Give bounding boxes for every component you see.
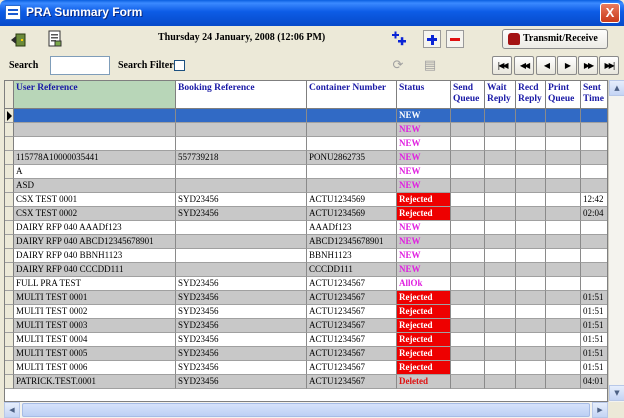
cell-booking-reference[interactable]: SYD23456 (176, 375, 307, 389)
column-header-status[interactable]: Status (397, 81, 451, 109)
column-header-wait-reply[interactable]: Wait Reply (485, 81, 516, 109)
cell-wait-reply[interactable] (485, 123, 516, 137)
cell-recd-reply[interactable] (516, 361, 546, 375)
cell-status[interactable]: NEW (397, 249, 451, 263)
cell-print-queue[interactable] (546, 235, 581, 249)
cell-send-queue[interactable] (451, 151, 485, 165)
add-button[interactable] (423, 30, 441, 48)
cell-user-reference[interactable]: 115778A10000035441 (14, 151, 176, 165)
add-multiple-button[interactable] (389, 29, 409, 49)
cell-container-number[interactable]: AAADf123 (307, 221, 397, 235)
cell-send-queue[interactable] (451, 235, 485, 249)
cell-booking-reference[interactable]: 557739218 (176, 151, 307, 165)
cell-status[interactable]: Rejected (397, 207, 451, 221)
cell-status[interactable]: Rejected (397, 291, 451, 305)
cell-send-queue[interactable] (451, 137, 485, 151)
cell-wait-reply[interactable] (485, 263, 516, 277)
cell-print-queue[interactable] (546, 137, 581, 151)
cell-send-queue[interactable] (451, 109, 485, 123)
table-row[interactable] (5, 151, 608, 165)
cell-send-queue[interactable] (451, 277, 485, 291)
row-indicator (5, 347, 14, 361)
cell-booking-reference[interactable]: SYD23456 (176, 305, 307, 319)
search-filter-checkbox[interactable] (174, 60, 185, 71)
cell-recd-reply[interactable] (516, 165, 546, 179)
print-icon[interactable]: ▤ (423, 58, 437, 73)
cell-recd-reply[interactable] (516, 151, 546, 165)
row-indicator (5, 151, 14, 165)
table-row[interactable] (5, 165, 608, 179)
vertical-scrollbar[interactable] (608, 80, 624, 402)
cell-container-number[interactable]: ACTU1234569 (307, 207, 397, 221)
table-row[interactable] (5, 207, 608, 221)
cell-sent-time[interactable] (581, 235, 608, 249)
cell-wait-reply[interactable] (485, 277, 516, 291)
cell-wait-reply[interactable] (485, 291, 516, 305)
cell-booking-reference[interactable]: SYD23456 (176, 291, 307, 305)
nav-next-button[interactable]: ▶ (557, 56, 577, 75)
cell-status[interactable]: NEW (397, 165, 451, 179)
cell-print-queue[interactable] (546, 361, 581, 375)
cell-container-number[interactable]: ABCD12345678901 (307, 235, 397, 249)
cell-user-reference[interactable]: MULTI TEST 0006 (14, 361, 176, 375)
row-indicator (5, 333, 14, 347)
table-row[interactable] (5, 305, 608, 319)
transmit-receive-button[interactable] (502, 29, 608, 49)
cell-print-queue[interactable] (546, 221, 581, 235)
nav-prev-button[interactable]: ◀ (536, 56, 556, 75)
cell-container-number[interactable]: ACTU1234567 (307, 361, 397, 375)
cell-status[interactable]: Rejected (397, 305, 451, 319)
cell-container-number[interactable]: ACTU1234567 (307, 375, 397, 389)
cell-user-reference[interactable]: DAIRY RFP 040 CCCDD111 (14, 263, 176, 277)
search-label: Search (9, 60, 39, 71)
cell-send-queue[interactable] (451, 123, 485, 137)
table-row[interactable] (5, 375, 608, 389)
cell-print-queue[interactable] (546, 165, 581, 179)
horizontal-scrollbar[interactable] (4, 402, 608, 418)
cell-sent-time[interactable] (581, 221, 608, 235)
cell-status[interactable]: Deleted (397, 375, 451, 389)
cell-container-number[interactable] (307, 165, 397, 179)
table-row[interactable] (5, 137, 608, 151)
cell-status[interactable]: NEW (397, 221, 451, 235)
column-header-recd-reply[interactable]: Recd Reply (516, 81, 546, 109)
cell-send-queue[interactable] (451, 319, 485, 333)
report-button[interactable] (44, 29, 66, 49)
row-indicator (5, 319, 14, 333)
cell-sent-time[interactable] (581, 151, 608, 165)
cell-container-number[interactable]: ACTU1234567 (307, 277, 397, 291)
table-row[interactable] (5, 347, 608, 361)
cell-wait-reply[interactable] (485, 151, 516, 165)
cell-container-number[interactable] (307, 123, 397, 137)
cell-booking-reference[interactable]: SYD23456 (176, 361, 307, 375)
cell-send-queue[interactable] (451, 375, 485, 389)
cell-sent-time[interactable]: 01:51 (581, 319, 608, 333)
cell-booking-reference[interactable] (176, 179, 307, 193)
row-indicator (5, 361, 14, 375)
cell-send-queue[interactable] (451, 263, 485, 277)
cell-status[interactable]: Rejected (397, 347, 451, 361)
refresh-icon[interactable]: ⟳ (392, 58, 404, 73)
cell-sent-time[interactable] (581, 109, 608, 123)
column-header-booking-reference[interactable]: Booking Reference (176, 81, 307, 109)
scroll-down-icon[interactable]: ▼ (609, 385, 624, 401)
cell-user-reference[interactable]: CSX TEST 0001 (14, 193, 176, 207)
add-multiple-icon (390, 30, 408, 48)
cell-user-reference[interactable] (14, 109, 176, 123)
row-indicator (5, 123, 14, 137)
cell-booking-reference[interactable] (176, 109, 307, 123)
cell-sent-time[interactable]: 01:51 (581, 333, 608, 347)
row-indicator (5, 137, 14, 151)
cell-print-queue[interactable] (546, 193, 581, 207)
cell-send-queue[interactable] (451, 165, 485, 179)
row-indicator (5, 109, 14, 123)
cell-sent-time[interactable]: 01:51 (581, 291, 608, 305)
table-row[interactable] (5, 291, 608, 305)
cell-recd-reply[interactable] (516, 207, 546, 221)
cell-wait-reply[interactable] (485, 361, 516, 375)
cell-wait-reply[interactable] (485, 347, 516, 361)
cell-status[interactable]: NEW (397, 235, 451, 249)
cell-container-number[interactable] (307, 109, 397, 123)
scroll-up-icon[interactable]: ▲ (609, 80, 624, 96)
cell-user-reference[interactable]: MULTI TEST 0001 (14, 291, 176, 305)
cell-recd-reply[interactable] (516, 319, 546, 333)
row-indicator (5, 193, 14, 207)
cell-status[interactable]: NEW (397, 179, 451, 193)
table-row[interactable] (5, 249, 608, 263)
cell-print-queue[interactable] (546, 305, 581, 319)
nav-next-page-button[interactable]: ▶▶ (578, 56, 598, 75)
remove-button[interactable] (446, 30, 464, 48)
exit-button[interactable] (8, 30, 30, 50)
cell-recd-reply[interactable] (516, 291, 546, 305)
search-filter-label: Search Filter (118, 60, 174, 71)
cell-container-number[interactable]: BBNH1123 (307, 249, 397, 263)
cell-booking-reference[interactable] (176, 123, 307, 137)
cell-container-number[interactable] (307, 137, 397, 151)
cell-status[interactable]: AllOk (397, 277, 451, 291)
cell-send-queue[interactable] (451, 249, 485, 263)
cell-booking-reference[interactable] (176, 249, 307, 263)
column-header-print-queue[interactable]: Print Queue (546, 81, 581, 109)
cell-user-reference[interactable]: CSX TEST 0002 (14, 207, 176, 221)
cell-status[interactable]: Rejected (397, 319, 451, 333)
column-header-container-number[interactable]: Container Number (307, 81, 397, 109)
cell-status[interactable]: NEW (397, 137, 451, 151)
cell-booking-reference[interactable] (176, 235, 307, 249)
current-row-indicator-icon (6, 111, 13, 121)
cell-user-reference[interactable]: PATRICK.TEST.0001 (14, 375, 176, 389)
cell-print-queue[interactable] (546, 123, 581, 137)
row-indicator (5, 249, 14, 263)
cell-recd-reply[interactable] (516, 137, 546, 151)
table-row[interactable] (5, 235, 608, 249)
table-row[interactable] (5, 221, 608, 235)
telephone-icon (508, 33, 520, 45)
cell-sent-time[interactable]: 01:51 (581, 347, 608, 361)
cell-booking-reference[interactable]: SYD23456 (176, 333, 307, 347)
cell-recd-reply[interactable] (516, 249, 546, 263)
cell-booking-reference[interactable]: SYD23456 (176, 207, 307, 221)
row-indicator (5, 263, 14, 277)
cell-send-queue[interactable] (451, 221, 485, 235)
cell-sent-time[interactable] (581, 123, 608, 137)
cell-user-reference[interactable]: MULTI TEST 0005 (14, 347, 176, 361)
cell-send-queue[interactable] (451, 193, 485, 207)
cell-booking-reference[interactable]: SYD23456 (176, 347, 307, 361)
cell-sent-time[interactable]: 01:51 (581, 361, 608, 375)
cell-user-reference[interactable]: DAIRY RFP 040 AAADf123 (14, 221, 176, 235)
exit-icon (10, 32, 28, 48)
current-date: Thursday 24 January, 2008 (12:06 PM) (158, 32, 326, 43)
table-row[interactable] (5, 263, 608, 277)
cell-send-queue[interactable] (451, 347, 485, 361)
cell-container-number[interactable]: ACTU1234567 (307, 319, 397, 333)
cell-recd-reply[interactable] (516, 347, 546, 361)
cell-booking-reference[interactable] (176, 221, 307, 235)
cell-send-queue[interactable] (451, 207, 485, 221)
table-row[interactable] (5, 123, 608, 137)
cell-print-queue[interactable] (546, 277, 581, 291)
cell-container-number[interactable]: ACTU1234567 (307, 333, 397, 347)
cell-send-queue[interactable] (451, 291, 485, 305)
search-input[interactable] (50, 56, 110, 75)
table-row[interactable] (5, 333, 608, 347)
cell-user-reference[interactable]: DAIRY RFP 040 ABCD12345678901 (14, 235, 176, 249)
cell-status[interactable]: NEW (397, 151, 451, 165)
cell-wait-reply[interactable] (485, 207, 516, 221)
cell-booking-reference[interactable]: SYD23456 (176, 319, 307, 333)
report-icon (46, 30, 64, 48)
app-icon (5, 5, 21, 20)
cell-sent-time[interactable]: 04:01 (581, 375, 608, 389)
cell-recd-reply[interactable] (516, 179, 546, 193)
cell-wait-reply[interactable] (485, 137, 516, 151)
cell-status[interactable]: Rejected (397, 333, 451, 347)
row-indicator (5, 179, 14, 193)
cell-container-number[interactable]: ACTU1234567 (307, 347, 397, 361)
plus-icon (427, 38, 437, 41)
cell-container-number[interactable]: ACTU1234567 (307, 305, 397, 319)
row-indicator (5, 305, 14, 319)
cell-user-reference[interactable]: FULL PRA TEST (14, 277, 176, 291)
table-row[interactable] (5, 277, 608, 291)
row-indicator (5, 375, 14, 389)
cell-print-queue[interactable] (546, 207, 581, 221)
cell-container-number[interactable] (307, 179, 397, 193)
cell-wait-reply[interactable] (485, 165, 516, 179)
cell-print-queue[interactable] (546, 291, 581, 305)
cell-booking-reference[interactable] (176, 263, 307, 277)
cell-container-number[interactable]: ACTU1234567 (307, 291, 397, 305)
cell-wait-reply[interactable] (485, 221, 516, 235)
cell-print-queue[interactable] (546, 179, 581, 193)
cell-wait-reply[interactable] (485, 333, 516, 347)
cell-wait-reply[interactable] (485, 179, 516, 193)
scroll-right-icon[interactable]: ▶ (592, 402, 608, 418)
cell-send-queue[interactable] (451, 361, 485, 375)
cell-recd-reply[interactable] (516, 123, 546, 137)
cell-container-number[interactable]: ACTU1234569 (307, 193, 397, 207)
horizontal-scroll-thumb[interactable] (22, 403, 590, 417)
cell-user-reference[interactable] (14, 137, 176, 151)
row-indicator (5, 165, 14, 179)
column-header-send-queue[interactable]: Send Queue (451, 81, 485, 109)
cell-user-reference[interactable]: MULTI TEST 0003 (14, 319, 176, 333)
cell-print-queue[interactable] (546, 263, 581, 277)
cell-send-queue[interactable] (451, 333, 485, 347)
cell-recd-reply[interactable] (516, 109, 546, 123)
window-title: PRA Summary Form (26, 5, 143, 19)
cell-print-queue[interactable] (546, 347, 581, 361)
transmit-receive-label: Transmit/Receive (523, 33, 598, 44)
title-bar (0, 0, 624, 26)
cell-container-number[interactable]: CCCDD111 (307, 263, 397, 277)
cell-wait-reply[interactable] (485, 249, 516, 263)
cell-recd-reply[interactable] (516, 305, 546, 319)
cell-user-reference[interactable] (14, 123, 176, 137)
cell-wait-reply[interactable] (485, 319, 516, 333)
cell-sent-time[interactable] (581, 179, 608, 193)
cell-wait-reply[interactable] (485, 305, 516, 319)
cell-status[interactable]: Rejected (397, 193, 451, 207)
cell-recd-reply[interactable] (516, 333, 546, 347)
cell-user-reference[interactable]: A (14, 165, 176, 179)
cell-sent-time[interactable] (581, 137, 608, 151)
cell-status[interactable]: Rejected (397, 361, 451, 375)
cell-recd-reply[interactable] (516, 221, 546, 235)
cell-sent-time[interactable] (581, 249, 608, 263)
row-indicator (5, 291, 14, 305)
row-indicator (5, 221, 14, 235)
table-row[interactable] (5, 179, 608, 193)
cell-sent-time[interactable] (581, 277, 608, 291)
row-indicator (5, 277, 14, 291)
records-grid[interactable] (4, 80, 608, 402)
row-indicator (5, 207, 14, 221)
cell-user-reference[interactable]: MULTI TEST 0002 (14, 305, 176, 319)
cell-status[interactable]: NEW (397, 109, 451, 123)
table-row[interactable] (5, 193, 608, 207)
row-indicator-header (5, 81, 14, 109)
column-header-user-reference[interactable]: User Reference (14, 81, 176, 109)
cell-print-queue[interactable] (546, 319, 581, 333)
scroll-left-icon[interactable]: ◀ (4, 402, 20, 418)
nav-last-button[interactable]: ▶▶| (599, 56, 619, 75)
close-button[interactable]: X (600, 3, 620, 23)
table-row[interactable] (5, 361, 608, 375)
minus-icon (450, 38, 460, 41)
cell-booking-reference[interactable]: SYD23456 (176, 193, 307, 207)
cell-booking-reference[interactable]: SYD23456 (176, 277, 307, 291)
cell-recd-reply[interactable] (516, 235, 546, 249)
table-row[interactable] (5, 109, 608, 123)
column-header-sent-time[interactable]: Sent Time (581, 81, 608, 109)
cell-print-queue[interactable] (546, 109, 581, 123)
cell-recd-reply[interactable] (516, 193, 546, 207)
cell-sent-time[interactable]: 01:51 (581, 305, 608, 319)
cell-print-queue[interactable] (546, 151, 581, 165)
cell-recd-reply[interactable] (516, 277, 546, 291)
cell-print-queue[interactable] (546, 249, 581, 263)
cell-wait-reply[interactable] (485, 109, 516, 123)
cell-sent-time[interactable] (581, 165, 608, 179)
cell-container-number[interactable]: PONU2862735 (307, 151, 397, 165)
cell-wait-reply[interactable] (485, 375, 516, 389)
cell-sent-time[interactable]: 12:42 (581, 193, 608, 207)
cell-sent-time[interactable]: 02:04 (581, 207, 608, 221)
cell-user-reference[interactable]: DAIRY RFP 040 BBNH1123 (14, 249, 176, 263)
cell-wait-reply[interactable] (485, 235, 516, 249)
cell-status[interactable]: NEW (397, 123, 451, 137)
row-indicator (5, 235, 14, 249)
cell-user-reference[interactable]: MULTI TEST 0004 (14, 333, 176, 347)
cell-send-queue[interactable] (451, 305, 485, 319)
cell-booking-reference[interactable] (176, 165, 307, 179)
cell-print-queue[interactable] (546, 333, 581, 347)
table-row[interactable] (5, 319, 608, 333)
cell-send-queue[interactable] (451, 179, 485, 193)
cell-wait-reply[interactable] (485, 193, 516, 207)
nav-first-button[interactable]: |◀◀ (492, 56, 512, 75)
cell-status[interactable]: NEW (397, 263, 451, 277)
nav-prev-page-button[interactable]: ◀◀ (514, 56, 534, 75)
cell-user-reference[interactable]: ASD (14, 179, 176, 193)
cell-booking-reference[interactable] (176, 137, 307, 151)
cell-recd-reply[interactable] (516, 375, 546, 389)
cell-sent-time[interactable] (581, 263, 608, 277)
cell-recd-reply[interactable] (516, 263, 546, 277)
cell-print-queue[interactable] (546, 375, 581, 389)
